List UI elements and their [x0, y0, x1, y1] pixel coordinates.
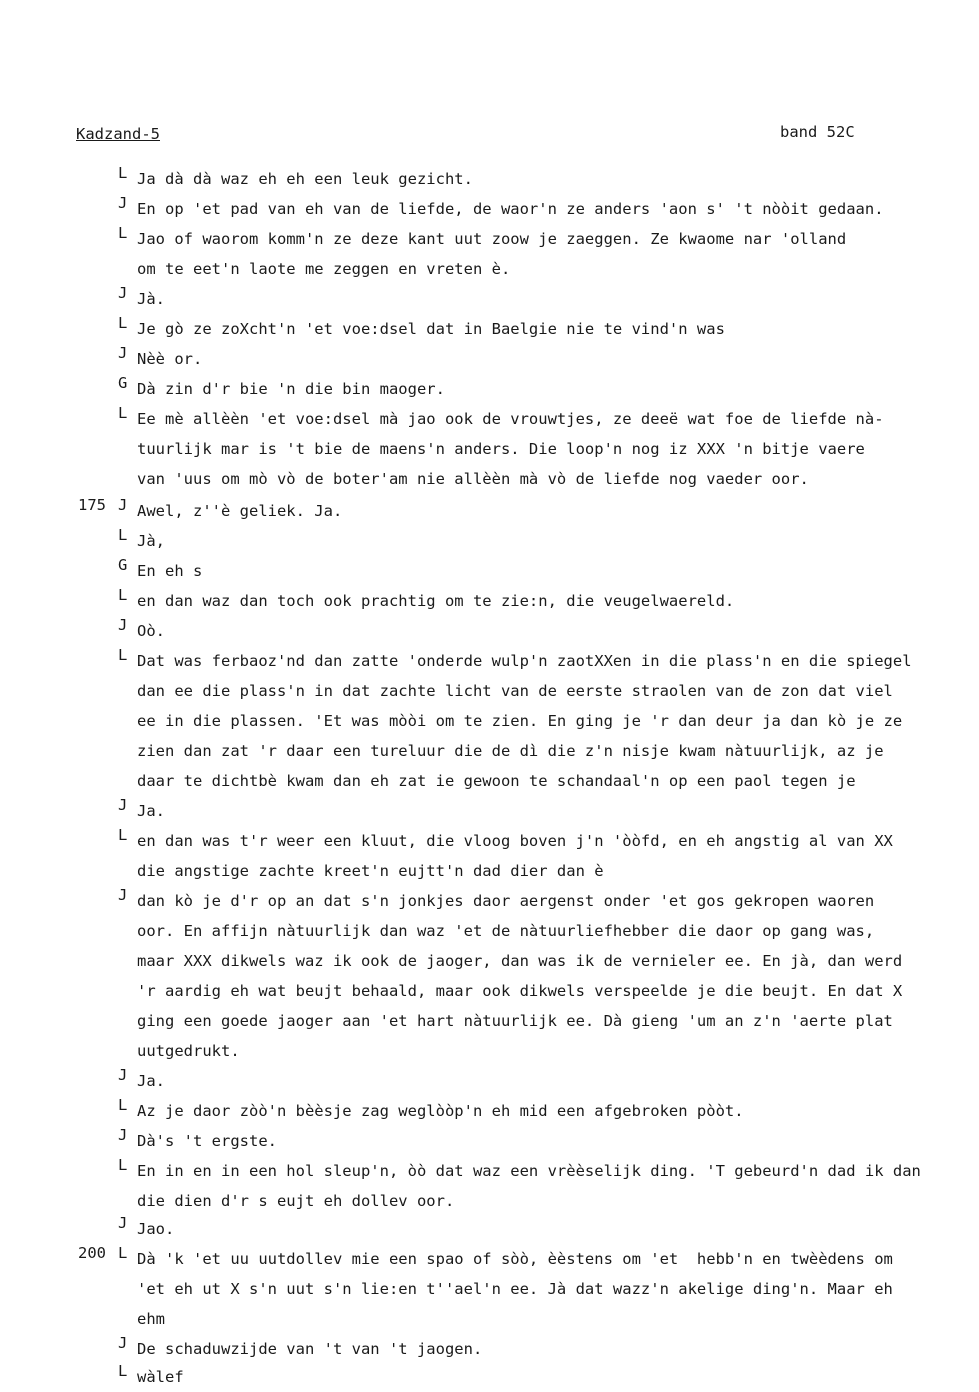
text-line: om te eet'n laote me zeggen en vreten è.	[137, 260, 511, 278]
text-line: van 'uus om mò vò de boter'am nie allèèn mà vò de liefde nog vaeder oor.	[137, 470, 809, 488]
text-line: En op 'et pad van eh van de liefde, de waor'n ze anders 'aon s' 't nòòit gedaan.	[137, 200, 884, 218]
text-line: die angstige zachte kreet'n eujtt'n dad dier dan è	[137, 862, 604, 880]
text-line: Je gò ze zoXcht'n 'et voe:dsel dat in Baelgie nie te vind'n was	[137, 320, 725, 338]
turn-text	[137, 646, 979, 796]
band-label: band 52C	[780, 123, 855, 141]
speaker-label: J	[118, 344, 128, 362]
turn-text	[137, 1334, 979, 1364]
speaker-label: L	[118, 1244, 128, 1262]
turn-text	[137, 1066, 979, 1096]
text-line: zien dan zat 'r daar een tureluur die de dì die z'n nisje kwam nàtuurlijk, az je	[137, 742, 884, 760]
line-number: 175	[78, 496, 106, 514]
turn-text	[137, 164, 979, 194]
speaker-label: L	[118, 1156, 128, 1174]
turn-text	[137, 374, 979, 404]
turn-text	[137, 1214, 979, 1244]
turn-text	[137, 284, 979, 314]
turn-text	[137, 404, 979, 494]
text-line: Ja.	[137, 802, 165, 820]
text-line: en dan was t'r weer een kluut, die vloog boven j'n 'òòfd, en eh angstig al van XX	[137, 832, 893, 850]
speaker-label: J	[118, 1214, 128, 1232]
turn-text	[137, 224, 979, 284]
text-line: ee in die plassen. 'Et was mòòi om te zien. En ging je 'r dan deur ja dan kò je ze	[137, 712, 903, 730]
line-number: 200	[78, 1244, 106, 1262]
turn-text	[137, 1096, 979, 1126]
speaker-label: L	[118, 826, 128, 844]
text-line: Jao of waorom komm'n ze deze kant uut zoow je zaeggen. Ze kwaome nar 'olland	[137, 230, 847, 248]
speaker-label: L	[118, 586, 128, 604]
text-line: daar te dichtbè kwam dan eh zat ie gewoon te schandaal'n op een paol tegen je	[137, 772, 856, 790]
text-line: Ja dà dà waz eh eh een leuk gezicht.	[137, 170, 473, 188]
text-line: ehm	[137, 1310, 165, 1328]
speaker-label: J	[118, 796, 128, 814]
text-line: Jà.	[137, 290, 165, 308]
text-line: Az je daor zòò'n bèèsje zag weglòòp'n eh mid een afgebroken pòòt.	[137, 1102, 744, 1120]
text-line: En eh s	[137, 562, 203, 580]
speaker-label: J	[118, 284, 128, 302]
text-line: die dien d'r s eujt eh dollev oor.	[137, 1192, 455, 1210]
text-line: Jao.	[137, 1220, 175, 1238]
speaker-label: J	[118, 1126, 128, 1144]
text-line: Dà 'k 'et uu uutdollev mie een spao of sòò, èèstens om 'et hebb'n en twèèdens om	[137, 1250, 893, 1268]
text-line: Oò.	[137, 622, 165, 640]
text-line: 'et eh ut X s'n uut s'n lie:en t''ael'n ee. Jà dat wazz'n akelige ding'n. Maar eh	[137, 1280, 893, 1298]
text-line: dan ee die plass'n in dat zachte licht van de eerste straolen van de zon dat viel	[137, 682, 893, 700]
turn-text	[137, 616, 979, 646]
turn-text	[137, 1126, 979, 1156]
speaker-label: L	[118, 1362, 128, 1380]
document-title: Kadzand-5	[76, 125, 160, 143]
text-line: tuurlijk mar is 't bie de maens'n anders. Die loop'n nog iz XXX 'n bitje vaere	[137, 440, 865, 458]
turn-text	[137, 1362, 979, 1392]
turn-text	[137, 314, 979, 344]
turn-text	[137, 1244, 979, 1334]
speaker-label: L	[118, 646, 128, 664]
turn-text	[137, 886, 979, 1066]
text-line: Dat was ferbaoz'nd dan zatte 'onderde wulp'n zaotXXen in die plass'n en die spiegel	[137, 652, 912, 670]
text-line: De schaduwzijde van 't van 't jaogen.	[137, 1340, 483, 1358]
turn-text	[137, 526, 979, 556]
text-line: Ee mè allèèn 'et voe:dsel mà jao ook de vrouwtjes, ze deeë wat foe de liefde nà-	[137, 410, 884, 428]
speaker-label: L	[118, 314, 128, 332]
text-line: Ja.	[137, 1072, 165, 1090]
text-line: wàlef	[137, 1368, 184, 1386]
text-line: Dà zin d'r bie 'n die bin maoger.	[137, 380, 445, 398]
text-line: Jà,	[137, 532, 165, 550]
speaker-label: L	[118, 1096, 128, 1114]
text-line: uutgedrukt.	[137, 1042, 240, 1060]
text-line: 'r aardig eh wat beujt behaald, maar ook dikwels verspeelde je die beujt. En dat X	[137, 982, 903, 1000]
speaker-label: J	[118, 496, 128, 514]
turn-text	[137, 194, 979, 224]
turn-text	[137, 344, 979, 374]
speaker-label: L	[118, 164, 128, 182]
speaker-label: L	[118, 224, 128, 242]
speaker-label: L	[118, 404, 128, 422]
turn-text	[137, 1156, 979, 1216]
turn-text	[137, 496, 979, 526]
speaker-label: J	[118, 1066, 128, 1084]
text-line: dan kò je d'r op an dat s'n jonkjes daor aergenst onder 'et gos gekropen waoren	[137, 892, 875, 910]
speaker-label: J	[118, 194, 128, 212]
speaker-label: J	[118, 886, 128, 904]
turn-text	[137, 826, 979, 886]
text-line: En in en in een hol sleup'n, òò dat waz een vrèèselijk ding. 'T gebeurd'n dad ik dan	[137, 1162, 921, 1180]
speaker-label: G	[118, 556, 128, 574]
turn-text	[137, 796, 979, 826]
turn-text	[137, 556, 979, 586]
speaker-label: J	[118, 1334, 128, 1352]
text-line: Awel, z''è geliek. Ja.	[137, 502, 343, 520]
turn-text	[137, 586, 979, 616]
text-line: ging een goede jaoger aan 'et hart nàtuurlijk ee. Dà gieng 'um an z'n 'aerte plat	[137, 1012, 893, 1030]
speaker-label: G	[118, 374, 128, 392]
text-line: Nèè or.	[137, 350, 203, 368]
speaker-label: J	[118, 616, 128, 634]
speaker-label: L	[118, 526, 128, 544]
text-line: en dan waz dan toch ook prachtig om te zie:n, die veugelwaereld.	[137, 592, 735, 610]
text-line: oor. En affijn nàtuurlijk dan waz 'et de nàtuurliefhebber die daor op gang was,	[137, 922, 875, 940]
text-line: maar XXX dikwels waz ik ook de jaoger, dan was ik de vernieler ee. En jà, dan werd	[137, 952, 903, 970]
text-line: Dà's 't ergste.	[137, 1132, 277, 1150]
